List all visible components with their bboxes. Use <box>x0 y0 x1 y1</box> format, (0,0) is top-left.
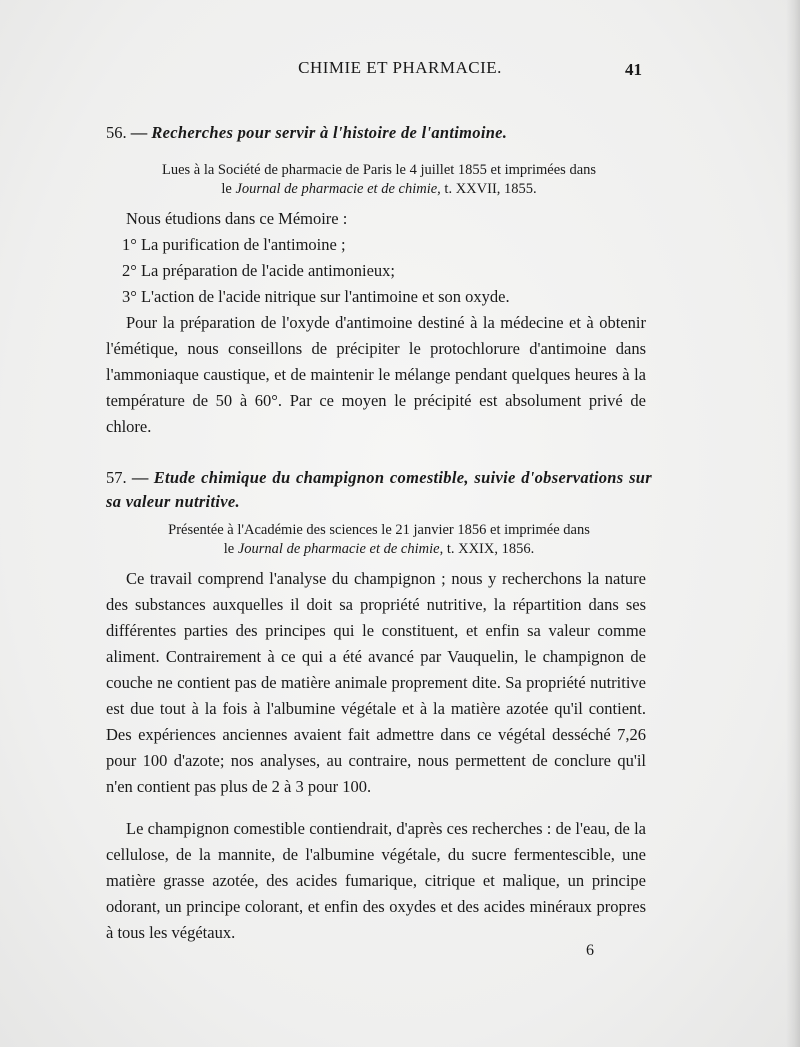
section-56-source-journal: Journal de pharmacie et de chimie <box>235 181 438 197</box>
section-57-source-prefix: le <box>223 541 235 557</box>
section-57-source-journal: Journal de pharmacie et de chimie <box>237 541 440 557</box>
section-57-body-1 <box>106 566 646 800</box>
section-56-source-line1: Lues à la Société de pharmacie de Paris le 4 juillet 1855 et imprimées dans <box>161 162 597 178</box>
section-56-source-suffix: , t. XXVII, 1855. <box>437 181 537 197</box>
section-56-source <box>106 161 652 199</box>
section-56-list-item-1: 1° La purification de l'antimoine ; <box>122 235 346 254</box>
section-56-paragraph: Pour la préparation de l'oxyde d'antimoine destiné à la médecine et à obtenir l'émétique, nous conseillons de précipiter le protochlorure d'antimoine dans l'ammoniaque caustique, et de maintenir le mélange pendant quelques heures à la température de 50 à 60°. Par ce moyen le précipité est absolument privé de chlore. <box>106 313 646 436</box>
page-edge-shadow <box>786 0 800 1047</box>
section-56-source-prefix: le <box>221 181 232 197</box>
section-57-paragraph-2: Le champignon comestible contiendrait, d'après ces recherches : de l'eau, de la cellulose, de la mannite, de l'albumine végétale, du sucre fermentescible, une matière grasse azotée, des acides fumarique, citrique et malique, un principe odorant, un principe colorant, et enfin des oxydes et des acides minéraux propres à tous les végétaux. <box>106 819 646 942</box>
running-title: CHIMIE ET PHARMACIE. <box>298 58 502 77</box>
signature-mark: 6 <box>586 942 594 959</box>
section-56-intro: Nous étudions dans ce Mémoire : <box>126 209 348 228</box>
section-56-intro-block <box>106 206 646 310</box>
page-number: 41 <box>625 60 642 79</box>
section-56-heading <box>106 121 652 145</box>
section-57-dash: — <box>131 468 149 487</box>
section-57-source <box>106 521 652 559</box>
section-56-list-item-2: 2° La préparation de l'acide antimonieux; <box>122 261 396 280</box>
section-57-source-line2 <box>106 540 652 559</box>
section-57-number: 57. <box>106 468 127 487</box>
section-57-paragraph-1: Ce travail comprend l'analyse du champignon ; nous y recherchons la nature des substances auxquelles il doit sa propriété nutritive, la répartition dans ses différentes parties des principes qui le constituent, et enfin sa valeur comme aliment. Contrairement à ce qui a été avancé par Vauquelin, le champignon de couche ne contient pas de matière animale proprement dite. Sa propriété nutritive est due tout à la fois à l'albumine végétale et à la matière azotée qu'il contient. Des expériences anciennes avaient fait admettre dans ce végétal desséché 7,26 pour 100 d'azote; nos analyses, au contraire, nous permettent de conclure qu'il n'en contient pas plus de 2 à 3 pour 100. <box>106 569 646 796</box>
section-57-heading <box>106 466 652 514</box>
section-57-source-suffix: , t. XXIX, 1856. <box>439 541 535 557</box>
section-57-source-line1: Présentée à l'Académie des sciences le 21 janvier 1856 et imprimée dans <box>168 522 590 538</box>
section-56-number: 56. <box>106 123 127 142</box>
section-56-body <box>106 310 646 440</box>
section-56-dash: — <box>130 123 148 142</box>
section-57-title: Etude chimique du champignon comestible, suivie d'observations sur sa valeur nutritive. <box>106 468 652 511</box>
section-56-source-line2 <box>106 180 652 199</box>
section-56-list-item-3: 3° L'action de l'acide nitrique sur l'antimoine et son oxyde. <box>122 287 510 306</box>
section-56-title: Recherches pour servir à l'histoire de l'antimoine. <box>151 123 508 142</box>
section-57-body-2 <box>106 816 646 946</box>
